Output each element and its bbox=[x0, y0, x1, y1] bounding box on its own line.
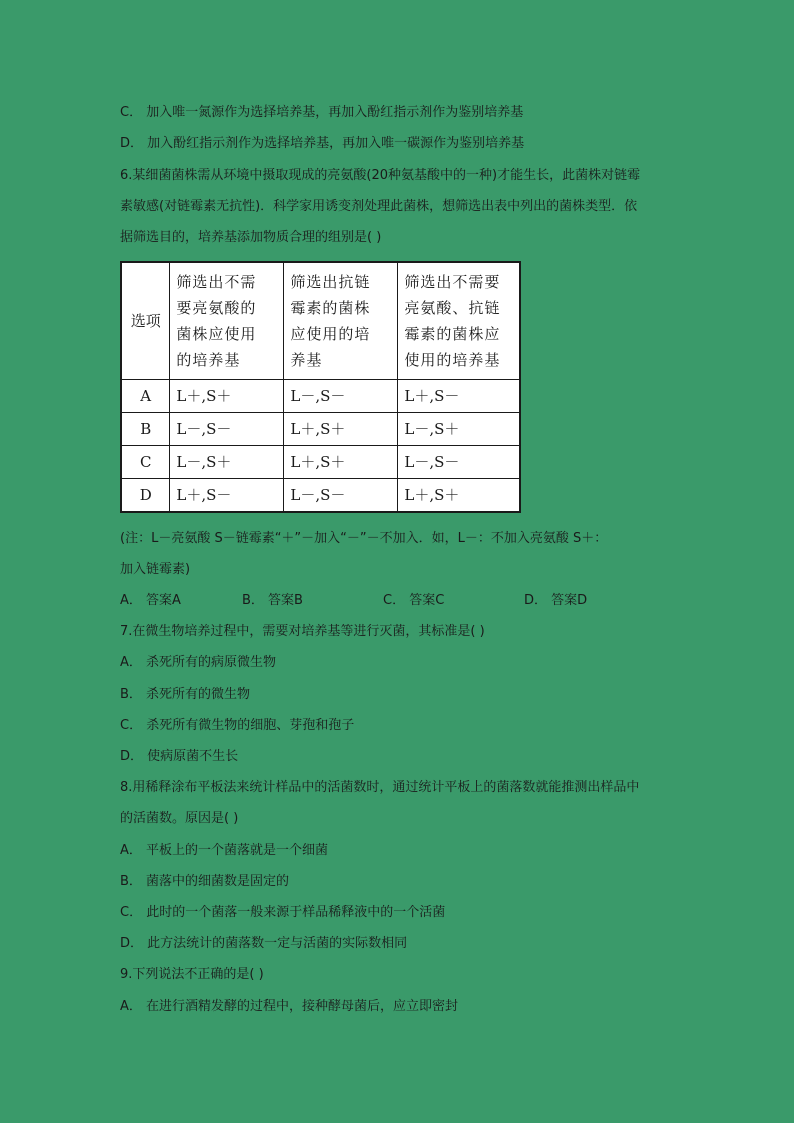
header-col-3: 筛选出不需要 亮氨酸、抗链 霉素的菌株应 使用的培养基 bbox=[398, 262, 520, 379]
q8-option-d: D． 此方法统计的菌落数一定与活菌的实际数相同 bbox=[120, 936, 408, 951]
q6-option-c: C． 答案C bbox=[383, 593, 445, 608]
header-option-label: 选项 bbox=[121, 262, 170, 379]
table-cell: L－,S－ bbox=[284, 478, 398, 512]
q7-option-d: D． 使病原菌不生长 bbox=[120, 749, 239, 764]
q9-stem: 9.下列说法不正确的是( ) bbox=[120, 967, 264, 982]
table-cell: L＋,S＋ bbox=[170, 379, 284, 412]
table-cell: L＋,S＋ bbox=[284, 412, 398, 445]
q6-stem-line-1: 6.某细菌菌株需从环境中摄取现成的亮氨酸(20种氨基酸中的一种)才能生长，此菌株对链霉 bbox=[120, 168, 641, 183]
row-label: C bbox=[121, 445, 170, 478]
q8-stem-line-2: 的活菌数。原因是( ) bbox=[120, 811, 239, 826]
table-row bbox=[121, 445, 520, 478]
table-row bbox=[121, 478, 520, 512]
table-cell: L＋,S－ bbox=[170, 478, 284, 512]
q6-option-d: D． 答案D bbox=[524, 593, 588, 608]
q6-stem-line-2: 素敏感(对链霉素无抗性)．科学家用诱变剂处理此菌株，想筛选出表中列出的菌株类型．依 bbox=[120, 199, 638, 214]
table-cell: L－,S－ bbox=[398, 445, 520, 478]
table-row bbox=[121, 412, 520, 445]
q5-option-c: C． 加入唯一氮源作为选择培养基，再加入酚红指示剂作为鉴别培养基 bbox=[120, 105, 524, 120]
table-cell: L＋,S＋ bbox=[284, 445, 398, 478]
row-label: D bbox=[121, 478, 170, 512]
table-cell: L－,S－ bbox=[284, 379, 398, 412]
q5-option-d: D． 加入酚红指示剂作为选择培养基，再加入唯一碳源作为鉴别培养基 bbox=[120, 136, 525, 151]
header-col-2: 筛选出抗链 霉素的菌株 应使用的培 养基 bbox=[284, 262, 398, 379]
table-cell: L＋,S＋ bbox=[398, 478, 520, 512]
q7-stem: 7.在微生物培养过程中，需要对培养基等进行灭菌，其标准是( ) bbox=[120, 624, 485, 639]
table-cell: L＋,S－ bbox=[398, 379, 520, 412]
q9-option-a: A． 在进行酒精发酵的过程中，接种酵母菌后，应立即密封 bbox=[120, 999, 459, 1014]
table-row bbox=[121, 379, 520, 412]
q8-option-b: B． 菌落中的细菌数是固定的 bbox=[120, 874, 290, 889]
q7-option-b: B． 杀死所有的微生物 bbox=[120, 687, 251, 702]
table-note-line-2: 加入链霉素) bbox=[120, 562, 191, 577]
q7-option-c: C． 杀死所有微生物的细胞、芽孢和孢子 bbox=[120, 718, 355, 733]
q8-stem-line-1: 8.用稀释涂布平板法来统计样品中的活菌数时，通过统计平板上的菌落数就能推测出样品中 bbox=[120, 780, 640, 795]
row-label: B bbox=[121, 412, 170, 445]
row-label: A bbox=[121, 379, 170, 412]
q8-option-c: C． 此时的一个菌落一般来源于样品稀释液中的一个活菌 bbox=[120, 905, 446, 920]
q6-option-a: A． 答案A bbox=[120, 593, 181, 608]
q7-option-a: A． 杀死所有的病原微生物 bbox=[120, 655, 277, 670]
q6-stem-line-3: 据筛选目的，培养基添加物质合理的组别是( ) bbox=[120, 230, 382, 245]
table-cell: L－,S－ bbox=[170, 412, 284, 445]
selection-table bbox=[120, 261, 521, 513]
q6-options bbox=[120, 592, 587, 610]
table-cell: L－,S＋ bbox=[170, 445, 284, 478]
q8-option-a: A． 平板上的一个菌落就是一个细菌 bbox=[120, 843, 329, 858]
table-note-line-1: (注：L－亮氨酸 S－链霉素“＋”－加入“－”－不加入．如，L－：不加入亮氨酸 S＋： bbox=[120, 531, 608, 546]
q6-option-b: B． 答案B bbox=[242, 593, 303, 608]
header-col-1: 筛选出不需 要亮氨酸的 菌株应使用 的培养基 bbox=[170, 262, 284, 379]
table-cell: L－,S＋ bbox=[398, 412, 520, 445]
table-header-row bbox=[121, 262, 520, 379]
